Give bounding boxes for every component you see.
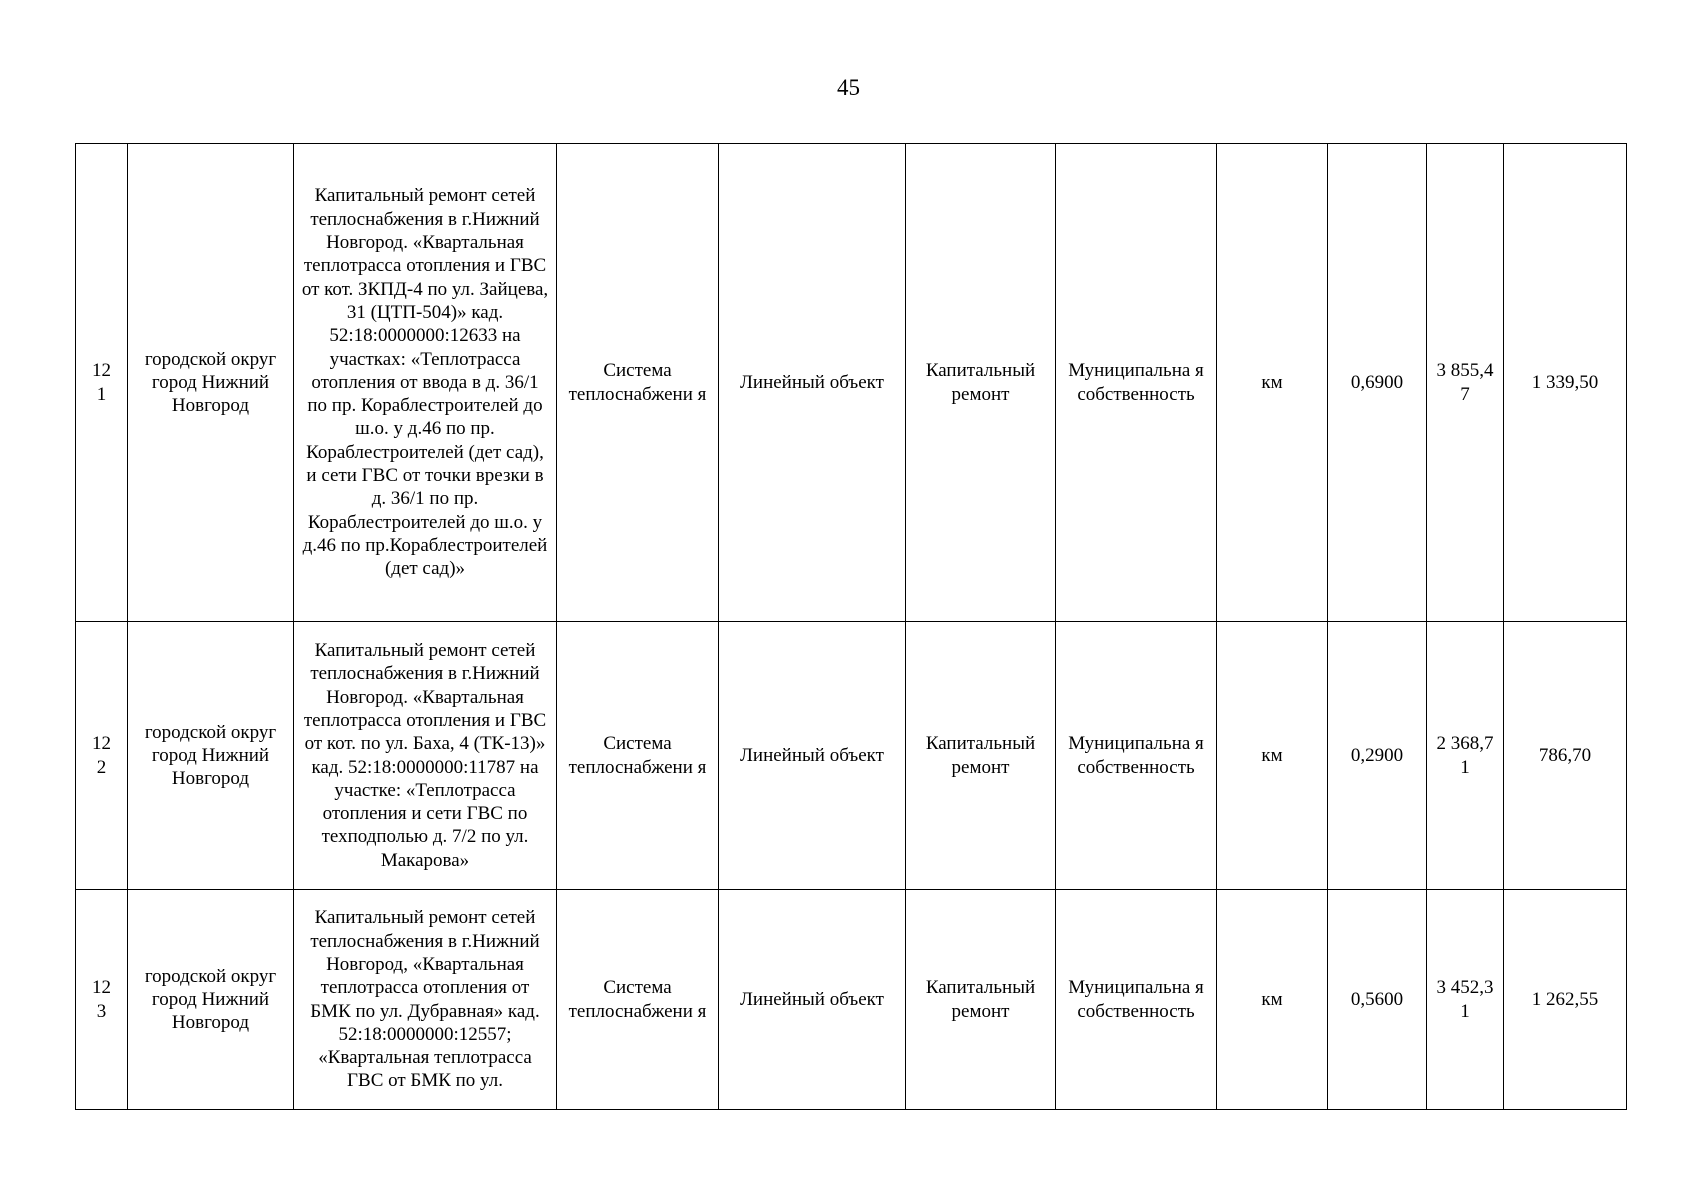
length-cell: 0,2900 bbox=[1328, 622, 1427, 890]
row-number: 12 2 bbox=[76, 622, 128, 890]
description-cell: Капитальный ремонт сетей теплоснабжения в г.Нижний Новгород, «Квартальная теплотрасса отопления от БМК по ул. Дубравная» кад. 52:18:0000000:12557; «Квартальная теплотрасса ГВС от БМК по ул. bbox=[294, 890, 557, 1110]
work-type-cell: Капитальный ремонт bbox=[906, 622, 1056, 890]
value1-cell: 3 855,4 7 bbox=[1427, 144, 1504, 622]
work-type-cell: Капитальный ремонт bbox=[906, 890, 1056, 1110]
object-type-cell: Линейный объект bbox=[719, 890, 906, 1110]
system-cell: Система теплоснабжени я bbox=[557, 622, 719, 890]
object-type-cell: Линейный объект bbox=[719, 622, 906, 890]
table-row bbox=[76, 890, 1627, 1110]
value2-cell: 1 262,55 bbox=[1504, 890, 1627, 1110]
ownership-cell: Муниципальна я собственность bbox=[1056, 144, 1217, 622]
value2-cell: 786,70 bbox=[1504, 622, 1627, 890]
length-cell: 0,5600 bbox=[1328, 890, 1427, 1110]
value1-cell: 2 368,7 1 bbox=[1427, 622, 1504, 890]
municipality-cell: городской округ город Нижний Новгород bbox=[128, 144, 294, 622]
unit-cell: км bbox=[1217, 890, 1328, 1110]
ownership-cell: Муниципальна я собственность bbox=[1056, 890, 1217, 1110]
table-row bbox=[76, 144, 1627, 622]
system-cell: Система теплоснабжени я bbox=[557, 890, 719, 1110]
work-type-cell: Капитальный ремонт bbox=[906, 144, 1056, 622]
description-cell: Капитальный ремонт сетей теплоснабжения в г.Нижний Новгород. «Квартальная теплотрасса отопления и ГВС от кот. по ул. Баха, 4 (ТК-13)» кад. 52:18:0000000:11787 на участке: «Теплотрасса отопления и сети ГВС по техподполью д. 7/2 по ул. Макарова» bbox=[294, 622, 557, 890]
system-cell: Система теплоснабжени я bbox=[557, 144, 719, 622]
registry-table bbox=[75, 143, 1627, 1110]
ownership-cell: Муниципальна я собственность bbox=[1056, 622, 1217, 890]
length-cell: 0,6900 bbox=[1328, 144, 1427, 622]
page-number: 45 bbox=[837, 75, 860, 100]
object-type-cell: Линейный объект bbox=[719, 144, 906, 622]
value1-cell: 3 452,3 1 bbox=[1427, 890, 1504, 1110]
municipality-cell: городской округ город Нижний Новгород bbox=[128, 890, 294, 1110]
row-number: 12 3 bbox=[76, 890, 128, 1110]
description-cell: Капитальный ремонт сетей теплоснабжения в г.Нижний Новгород. «Квартальная теплотрасса отопления и ГВС от кот. ЗКПД-4 по ул. Зайцева, 31 (ЦТП-504)» кад. 52:18:0000000:12633 на участках: «Теплотрасса отопления от ввода в д. 36/1 по пр. Кораблестроителей до ш.о. у д.46 по пр. Кораблестроителей (дет сад), и сети ГВС от точки врезки в д. 36/1 по пр. Кораблестроителей до ш.о. у д.46 по пр.Кораблестроителей (дет сад)» bbox=[294, 144, 557, 622]
value2-cell: 1 339,50 bbox=[1504, 144, 1627, 622]
unit-cell: км bbox=[1217, 144, 1328, 622]
unit-cell: км bbox=[1217, 622, 1328, 890]
table-row bbox=[76, 622, 1627, 890]
row-number: 12 1 bbox=[76, 144, 128, 622]
municipality-cell: городской округ город Нижний Новгород bbox=[128, 622, 294, 890]
